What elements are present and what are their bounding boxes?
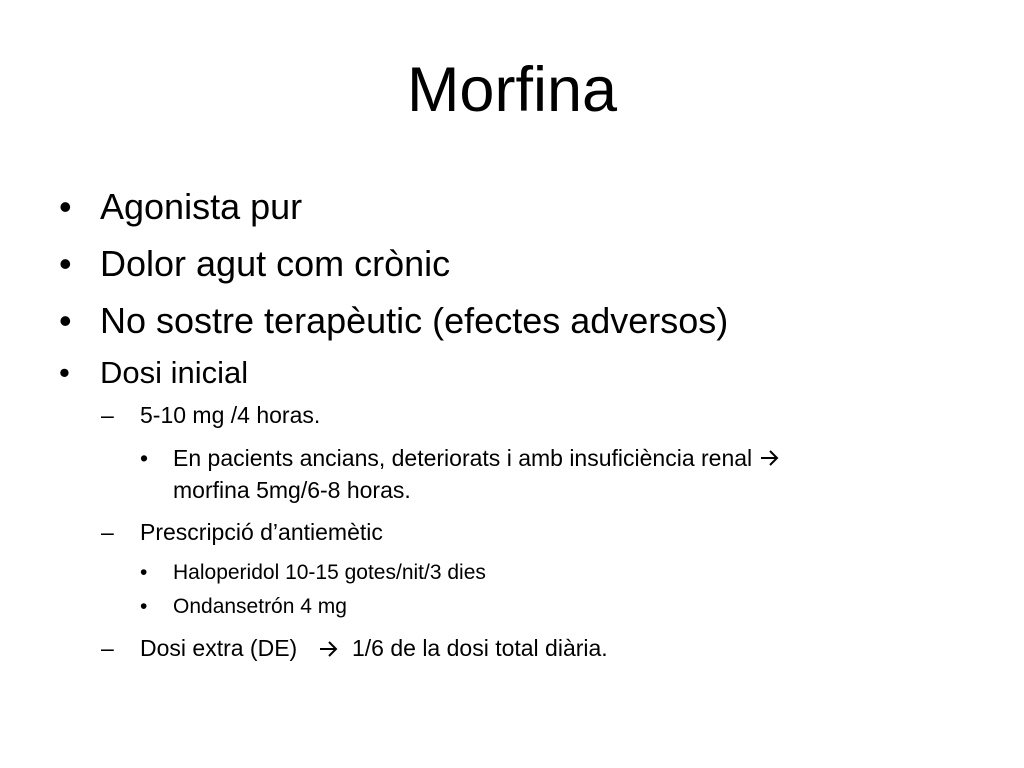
dash-marker: – [101,402,114,428]
sub-item-text: Prescripció d’antiemètic [140,519,383,545]
bullet-text: Dolor agut com crònic [100,243,451,284]
bullet-marker: • [59,186,72,227]
dash-marker: – [101,635,114,661]
slide-title: Morfina [406,55,618,125]
bullet-marker: • [59,355,70,390]
bullet-marker: • [140,445,149,471]
dosi-extra-value: 1/6 de la dosi total diària. [351,635,608,661]
sub-item [0,518,1024,546]
sub-sub-item [0,443,1024,507]
bullet-marker: • [140,561,148,584]
sub-sub-item-text: Haloperidol 10-15 gotes/nit/3 dies [173,561,486,584]
sub-item-text [140,634,608,664]
sub-item-text: 5-10 mg /4 horas. [140,402,321,428]
dash-marker: – [101,519,114,545]
sub-item [0,634,1024,662]
sub-sub-item [0,594,1024,620]
bullet-marker: • [140,595,148,618]
note-line-2: morfina 5mg/6-8 horas. [173,477,411,504]
sub-sub-item-text: Ondansetrón 4 mg [173,595,347,618]
bullet-text: Agonista pur [100,186,303,227]
sub-sub-item-text [173,443,973,506]
bullet-marker: • [59,243,72,284]
note-line-1: En pacients ancians, deteriorats i amb insuficiència renal [173,445,753,471]
sub-item [0,401,1024,429]
dosi-extra-label: Dosi extra (DE) [140,635,298,661]
arrow-right-icon [759,444,781,475]
bullet-item [0,300,1024,342]
sub-sub-item [0,560,1024,586]
bullet-item [0,354,1024,392]
arrow-right-icon [318,636,340,664]
bullet-marker: • [59,300,72,341]
bullet-text: No sostre terapèutic (efectes adversos) [100,300,729,341]
bullet-item [0,243,1024,285]
bullet-text: Dosi inicial [100,355,249,390]
bullet-item [0,186,1024,228]
